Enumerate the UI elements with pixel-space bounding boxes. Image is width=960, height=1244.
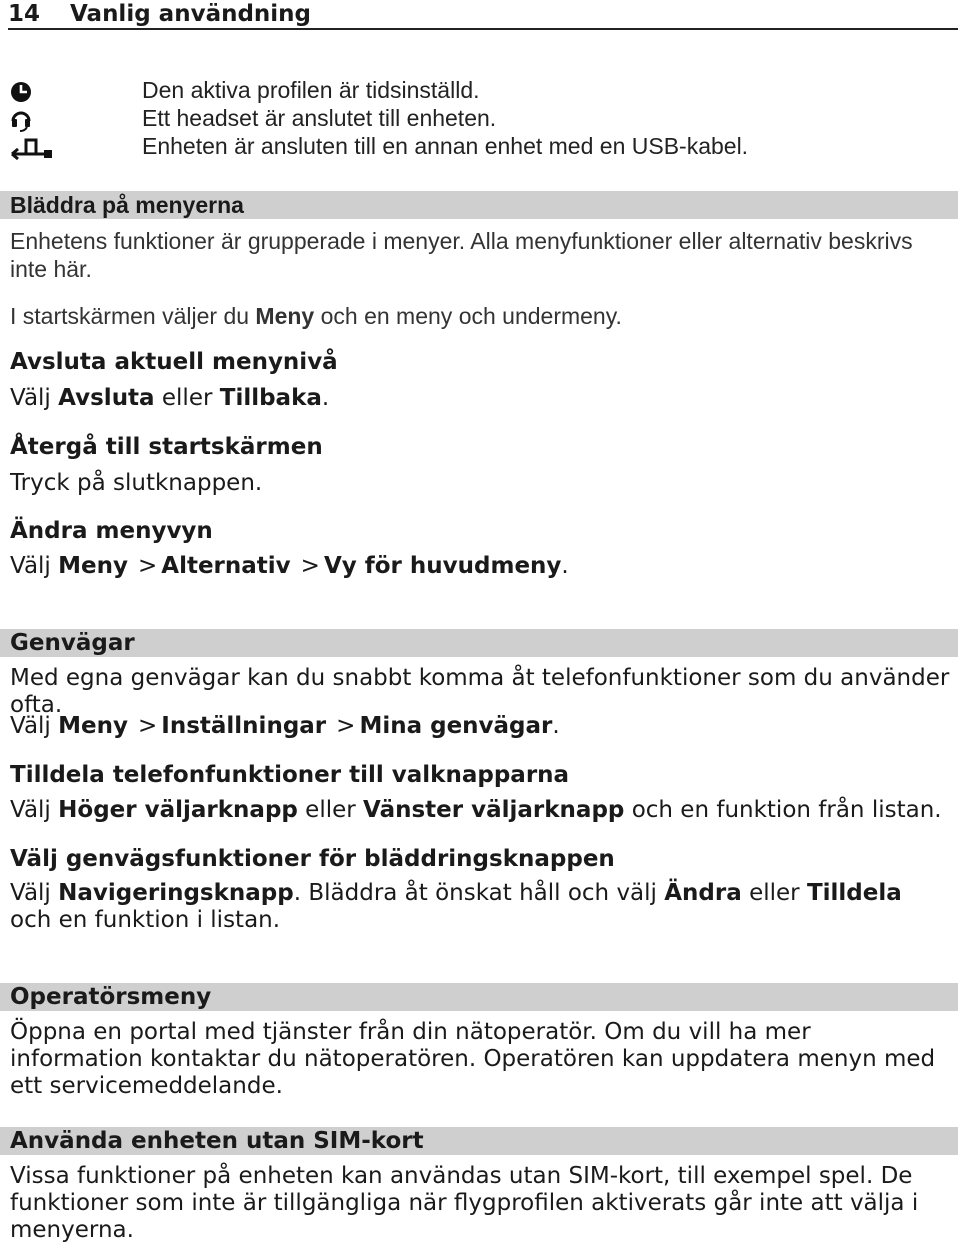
text: Välj (10, 880, 59, 906)
exit-text (10, 385, 950, 412)
page-number: 14 (8, 1, 41, 27)
section-heading-shortcuts: Genvägar (0, 629, 958, 657)
home-text: Tryck på slutknappen. (10, 470, 263, 496)
section-heading-nosim: Använda enheten utan SIM-kort (0, 1127, 958, 1155)
menus-intro: Enhetens funktioner är grupperade i menyer. Alla menyfunktioner eller alternativ beskrivs inte här. (10, 228, 913, 282)
page-header (8, 0, 958, 30)
text: . (561, 553, 569, 579)
subheading-assign: Tilldela telefonfunktioner till valknapparna (10, 762, 570, 788)
indicator-text: Den aktiva profilen är tidsinställd. (142, 77, 480, 103)
indicator-row (10, 104, 950, 132)
path-separator: > (138, 713, 158, 739)
text: Välj (10, 797, 59, 823)
term: Tilldela (806, 880, 902, 906)
headset-icon (10, 106, 54, 132)
text: . (552, 713, 560, 739)
shortcuts-intro: Med egna genvägar kan du snabbt komma åt telefonfunktioner som du använder ofta. (10, 665, 950, 718)
term: Alternativ (161, 553, 291, 579)
text: eller (297, 797, 364, 823)
path-separator: > (300, 553, 320, 579)
text: och en meny och undermeny. (314, 303, 622, 329)
text: eller (741, 880, 807, 906)
indicator-text: Ett headset är anslutet till enheten. (142, 105, 497, 131)
term: Mina genvägar (359, 713, 553, 739)
subheading-exit: Avsluta aktuell menynivå (10, 349, 338, 375)
term: Navigeringsknapp (58, 880, 294, 906)
indicator-text: Enheten är ansluten till en annan enhet med en USB-kabel. (142, 133, 749, 159)
text: eller (154, 385, 220, 411)
term: Ändra (664, 880, 742, 906)
menu-term: Meny (255, 303, 315, 329)
term: Meny (58, 713, 128, 739)
indicator-row (10, 132, 950, 160)
subheading-nav: Välj genvägsfunktioner för bläddringsknappen (10, 846, 615, 872)
term: Vänster väljarknapp (363, 797, 625, 823)
assign-text (10, 797, 950, 824)
text: Välj (10, 713, 59, 739)
nav-text (10, 880, 950, 934)
indicator-row (10, 76, 950, 104)
chapter-title: Vanlig användning (70, 1, 312, 27)
nosim-text: Vissa funktioner på enheten kan användas utan SIM-kort, till exempel spel. De funktioner som inte är tillgängliga när flygprofilen aktiverats går inte att välja i menyerna. (10, 1163, 919, 1243)
term: Tillbaka (219, 385, 322, 411)
text: och en funktion i listan. (10, 907, 281, 933)
usb-icon (10, 134, 54, 160)
text: I startskärmen väljer du (10, 303, 256, 329)
subheading-view: Ändra menyvyn (10, 518, 213, 544)
term: Vy för huvudmeny (323, 553, 562, 579)
text: . Bläddra åt önskat håll och välj (293, 880, 665, 906)
menus-start-line (10, 303, 950, 330)
text: och en funktion från listan. (624, 797, 942, 823)
subheading-home: Återgå till startskärmen (10, 434, 323, 460)
term: Höger väljarknapp (58, 797, 298, 823)
path-separator: > (138, 553, 158, 579)
path-separator: > (336, 713, 356, 739)
shortcuts-path (10, 713, 950, 740)
section-heading-menus: Bläddra på menyerna (0, 191, 958, 219)
text: Välj (10, 553, 59, 579)
term: Meny (58, 553, 128, 579)
term: Inställningar (161, 713, 327, 739)
text: . (321, 385, 330, 411)
view-text (10, 553, 950, 580)
operator-text: Öppna en portal med tjänster från din nätoperatör. Om du vill ha mer information kontaktar du nätoperatören. Operatören kan uppdatera menyn med ett servicemeddelande. (10, 1019, 936, 1099)
term: Avsluta (58, 385, 155, 411)
text: Välj (10, 385, 59, 411)
timed-profile-icon (10, 78, 54, 104)
section-heading-operator: Operatörsmeny (0, 983, 958, 1011)
